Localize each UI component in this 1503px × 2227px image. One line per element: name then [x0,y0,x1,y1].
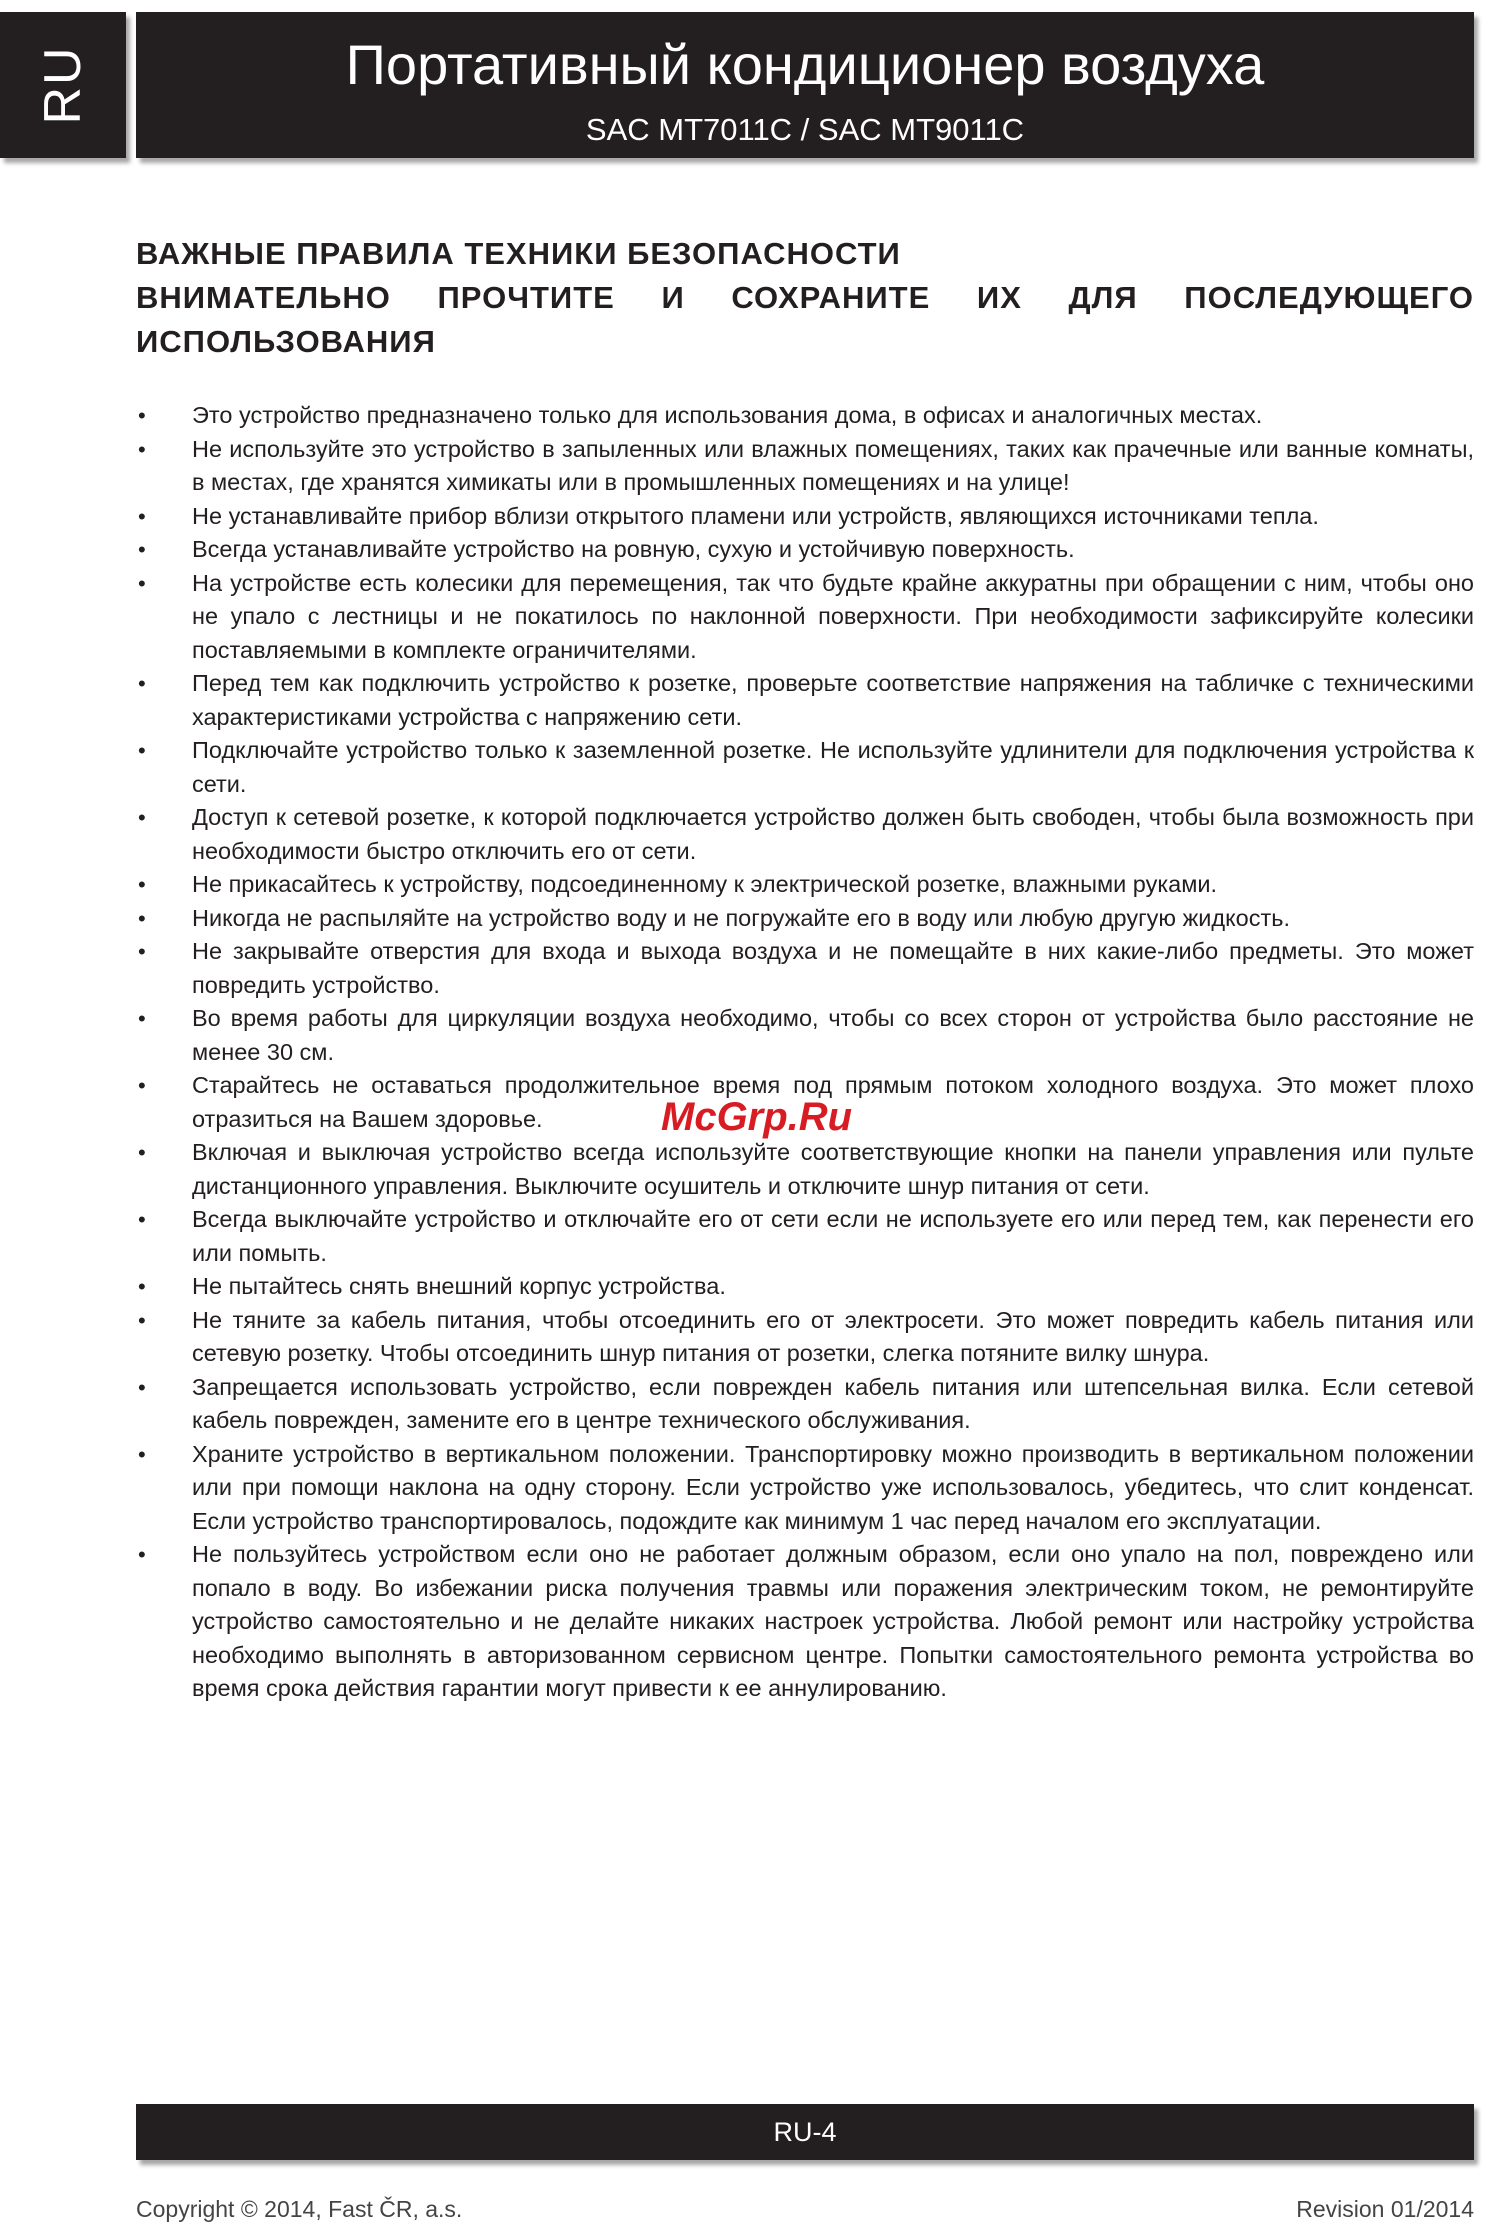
rule-text: Не используйте это устройство в запыленных или влажных помещениях, таких как прачечные или ванные комнаты, в местах, где хранятся химикаты или в промышленных помещениях и на улице! [192,435,1474,495]
bullet-icon: • [138,872,146,897]
section-subheading-continued: ИСПОЛЬЗОВАНИЯ [136,324,436,359]
rule-text: Подключайте устройство только к заземленной розетке. Не используйте удлинители для подключения устройства к сети. [192,737,1474,797]
bullet-icon: • [138,403,146,428]
bullet-icon: • [138,1274,146,1299]
rule-text: Никогда не распыляйте на устройство воду и не погружайте его в воду или любую другую жидкость. [192,904,1291,931]
bullet-icon: • [138,570,146,596]
rule-text: Запрещается использовать устройство, если поврежден кабель питания или штепсельная вилка. Если сетевой кабель поврежден, замените его в центре технического обслуживания. [192,1373,1474,1433]
language-tab [0,12,126,158]
list-item [136,399,1474,433]
bullet-icon: • [138,1207,146,1232]
list-item [136,1371,1474,1438]
list-item [136,1002,1474,1069]
list-item [136,1136,1474,1203]
bullet-icon: • [138,1441,146,1467]
bullet-icon: • [138,939,146,964]
language-label: RU [34,45,92,125]
list-item [136,902,1474,936]
safety-rules-list [136,399,1474,1706]
model-numbers: SAC MT7011C / SAC MT9011C [585,112,1025,147]
bullet-icon: • [138,1307,146,1333]
rule-text: Не пользуйтесь устройством если оно не работает должным образом, если оно упало на пол, повреждено или попало в воду. Во избежании риска получения травмы или поражения электрическим током, не ремонтируйте устройство самостоятельно и не делайте никаких настроек устройства. Любой ремонт или настройку устройства необходимо выполнять в авторизованном сервисном центре. Попытки самостоятельного ремонта устройства во время срока действия гарантии могут привести к ее аннулированию. [192,1541,1474,1701]
bullet-icon: • [138,1006,146,1031]
list-item [136,667,1474,734]
bullet-icon: • [138,905,146,931]
list-item [136,935,1474,1002]
bullet-icon: • [138,503,146,529]
bullet-icon: • [138,1073,146,1098]
list-item [136,1304,1474,1371]
rule-text: Всегда выключайте устройство и отключайте его от сети если не используете его или перед тем, как перенести его или помыть. [192,1206,1474,1266]
bullet-icon: • [138,537,146,562]
rule-text: Старайтесь не оставаться продолжительное время под прямым потоком холодного воздуха. Это может плохо отразиться на Вашем здоровье. [192,1072,1474,1132]
rule-text: Не тяните за кабель питания, чтобы отсоединить его от электросети. Это может повредить кабель питания или сетевую розетку. Чтобы отсоединить шнур питания от розетки, слегка потяните вилку шнура. [192,1306,1474,1366]
rule-text: Включая и выключая устройство всегда используйте соответствующие кнопки на панели управления или пульте дистанционного управления. Выключите осушитель и отключите шнур питания от сети. [192,1139,1474,1199]
rule-text: Не пытайтесь снять внешний корпус устройства. [192,1273,726,1299]
rule-text: Доступ к сетевой розетке, к которой подключается устройство должен быть свободен, чтобы была возможность при необходимости быстро отключить его от сети. [192,804,1474,864]
bullet-icon: • [138,1542,146,1567]
bullet-icon: • [138,671,146,696]
bullet-icon: • [138,1140,146,1165]
document-title: Портативный кондиционер воздуха [345,33,1265,96]
list-item [136,433,1474,500]
bullet-icon: • [138,436,146,462]
list-item [136,567,1474,668]
list-item [136,1538,1474,1706]
page-number: RU-4 [773,2117,837,2147]
rule-text: Не устанавливайте прибор вблизи открытого пламени или устройств, являющихся источниками тепла. [192,502,1319,529]
rule-text: Это устройство предназначено только для использования дома, в офисах и аналогичных местах. [192,402,1263,428]
bullet-icon: • [138,1374,146,1400]
list-item [136,500,1474,534]
rule-text: Всегда устанавливайте устройство на ровную, сухую и устойчивую поверхность. [192,536,1075,562]
header-band [136,12,1474,158]
bullet-icon: • [138,805,146,830]
rule-text: Храните устройство в вертикальном положении. Транспортировку можно производить в вертикальном положении или при помощи наклона на одну сторону. Если устройство уже использовалось, убедитесь, что слит конденсат. Если устройство транспортировалось, подождите как минимум 1 час перед началом его эксплуатации. [192,1440,1474,1534]
list-item [136,1270,1474,1304]
copyright-notice: Copyright © 2014, Fast ČR, a.s. [136,2196,463,2222]
footer-band [136,2104,1474,2160]
list-item [136,1438,1474,1539]
rule-text: Не закрывайте отверстия для входа и выхода воздуха и не помещайте в них какие-либо предметы. Это может повредить устройство. [192,938,1474,998]
rule-text: Не прикасайтесь к устройству, подсоединенному к электрической розетке, влажными руками. [192,871,1218,897]
watermark: McGrp.Ru [661,1095,853,1139]
list-item [136,868,1474,902]
section-heading: ВАЖНЫЕ ПРАВИЛА ТЕХНИКИ БЕЗОПАСНОСТИ [136,236,901,271]
section-subheading: ВНИМАТЕЛЬНО ПРОЧТИТЕ И СОХРАНИТЕ ИХ ДЛЯ ПОСЛЕДУЮЩЕГО [136,280,1474,315]
list-item [136,734,1474,801]
rule-text: Перед тем как подключить устройство к розетке, проверьте соответствие напряжения на табличке с техническими характеристиками устройства с напряжению сети. [192,670,1474,730]
revision-label: Revision 01/2014 [1296,2196,1474,2222]
rule-text: На устройстве есть колесики для перемещения, так что будьте крайне аккуратны при обращении с ним, чтобы оно не упало с лестницы и не покатилось по наклонной поверхности. При необходимости зафиксируйте колесики поставляемыми в комплекте ограничителями. [192,569,1474,663]
bullet-icon: • [138,738,146,763]
list-item [136,533,1474,567]
rule-text: Во время работы для циркуляции воздуха необходимо, чтобы со всех сторон от устройства было расстояние не менее 30 см. [192,1005,1474,1065]
list-item [136,1203,1474,1270]
list-item [136,801,1474,868]
safety-section [136,232,1474,1706]
